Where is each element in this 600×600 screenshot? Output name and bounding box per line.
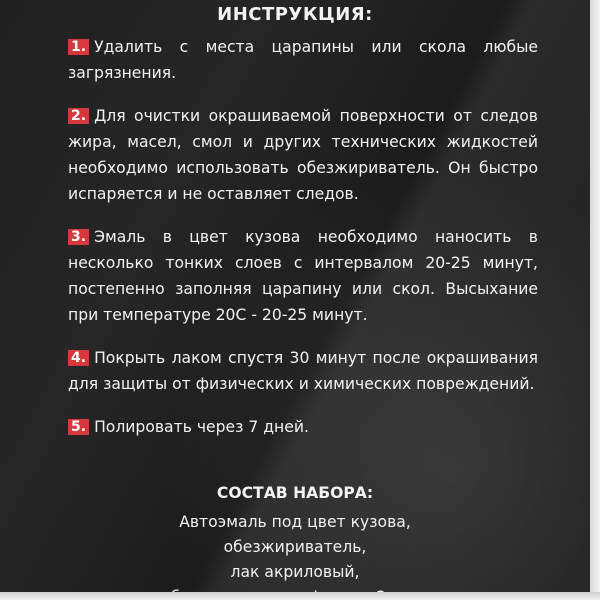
package-edge-right [590, 0, 600, 600]
step-number-badge: 1. [68, 39, 89, 55]
instruction-step [68, 224, 538, 328]
instruction-step [68, 103, 538, 207]
step-number-badge: 3. [68, 229, 89, 245]
kit-composition [0, 480, 590, 600]
instruction-heading: ИНСТРУКЦИЯ: [217, 4, 373, 25]
step-text: Покрыть лаком спустя 30 минут после окрашивания для защиты от физических и химических повреждений. [68, 349, 538, 393]
instruction-steps [68, 34, 538, 457]
step-text: Удалить с места царапины или скола любые загрязнения. [68, 38, 538, 82]
package-edge-bottom [0, 592, 600, 600]
composition-item: лак акриловый, [230, 563, 360, 581]
instruction-step [68, 34, 538, 86]
composition-item: обезжириватель, [223, 538, 367, 556]
step-number-badge: 5. [68, 419, 89, 435]
step-number-badge: 4. [68, 350, 89, 366]
step-text: Эмаль в цвет кузова необходимо наносить в несколько тонких слоев с интервалом 20-25 минут, постепенно заполняя царапину или скол. Высыхание при температуре 20С - 20-25 минут. [68, 228, 538, 324]
composition-title: СОСТАВ НАБОРА: [216, 484, 374, 502]
instruction-step [68, 345, 538, 397]
composition-item: Автоэмаль под цвет кузова, [179, 513, 411, 531]
instruction-step [68, 414, 538, 440]
step-text: Полировать через 7 дней. [94, 418, 309, 436]
step-number-badge: 2. [68, 108, 89, 124]
step-text: Для очистки окрашиваемой поверхности от следов жира, масел, смол и других технических жидкостей необходимо использовать обезжириватель. Он быстро испаряется и не оставляет следов. [68, 107, 538, 203]
